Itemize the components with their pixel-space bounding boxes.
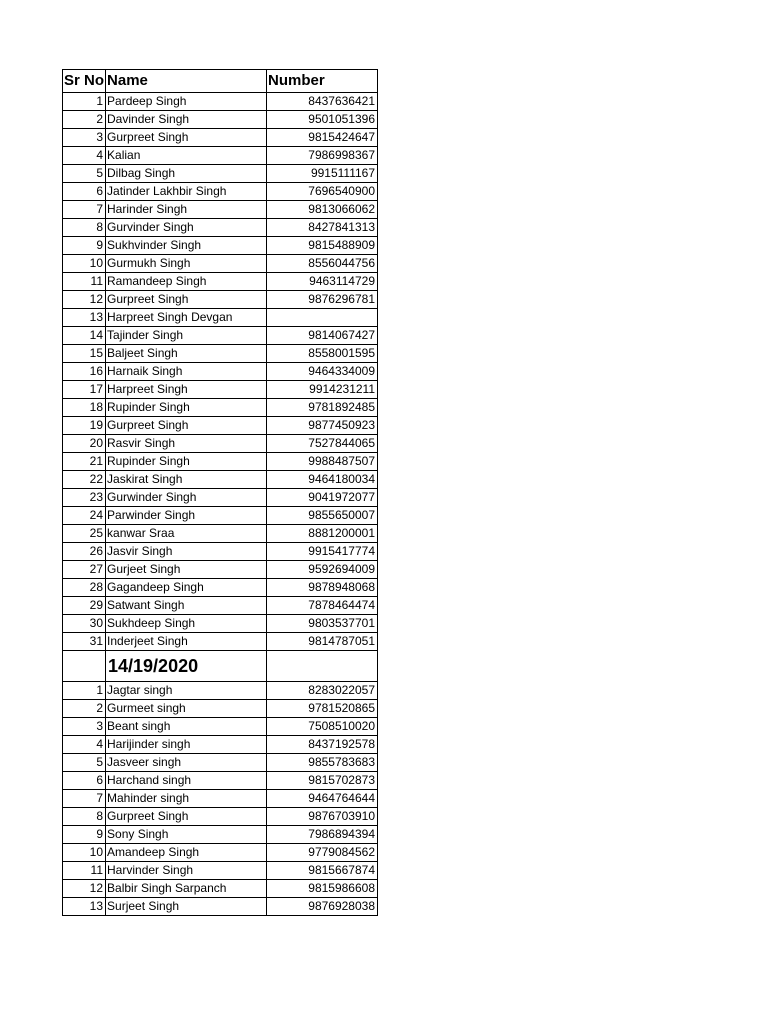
table-row bbox=[63, 453, 378, 471]
sr-no-cell: 24 bbox=[63, 507, 106, 525]
table-row bbox=[63, 111, 378, 129]
table-row bbox=[63, 291, 378, 309]
name-cell: Harnaik Singh bbox=[106, 363, 267, 381]
name-cell: Harvinder Singh bbox=[106, 862, 267, 880]
number-cell: 9041972077 bbox=[267, 489, 378, 507]
name-cell: Gurpreet Singh bbox=[106, 129, 267, 147]
table-row bbox=[63, 844, 378, 862]
number-cell: 9815986608 bbox=[267, 880, 378, 898]
number-cell: 9915417774 bbox=[267, 543, 378, 561]
name-cell: Baljeet Singh bbox=[106, 345, 267, 363]
name-cell: Rupinder Singh bbox=[106, 399, 267, 417]
section-empty-cell bbox=[63, 651, 106, 682]
section-date: 14/19/2020 bbox=[106, 651, 267, 682]
table-row bbox=[63, 633, 378, 651]
table-row bbox=[63, 183, 378, 201]
sr-no-cell: 28 bbox=[63, 579, 106, 597]
number-cell: 9815667874 bbox=[267, 862, 378, 880]
name-cell: Tajinder Singh bbox=[106, 327, 267, 345]
name-cell: Surjeet Singh bbox=[106, 898, 267, 916]
table-row bbox=[63, 808, 378, 826]
name-cell: Kalian bbox=[106, 147, 267, 165]
number-cell: 9464180034 bbox=[267, 471, 378, 489]
name-cell: Harijinder singh bbox=[106, 736, 267, 754]
sr-no-cell: 3 bbox=[63, 718, 106, 736]
sr-no-cell: 21 bbox=[63, 453, 106, 471]
name-cell: Parwinder Singh bbox=[106, 507, 267, 525]
number-cell: 9781892485 bbox=[267, 399, 378, 417]
sr-no-cell: 17 bbox=[63, 381, 106, 399]
sr-no-cell: 19 bbox=[63, 417, 106, 435]
number-cell: 9876703910 bbox=[267, 808, 378, 826]
name-cell: Gurmukh Singh bbox=[106, 255, 267, 273]
table-row bbox=[63, 736, 378, 754]
name-cell: Dilbag Singh bbox=[106, 165, 267, 183]
table-row bbox=[63, 525, 378, 543]
table-row bbox=[63, 237, 378, 255]
number-cell: 9501051396 bbox=[267, 111, 378, 129]
sr-no-cell: 2 bbox=[63, 700, 106, 718]
number-cell: 9814787051 bbox=[267, 633, 378, 651]
table-row bbox=[63, 790, 378, 808]
name-cell: Rasvir Singh bbox=[106, 435, 267, 453]
sr-no-cell: 26 bbox=[63, 543, 106, 561]
name-cell: Mahinder singh bbox=[106, 790, 267, 808]
sr-no-cell: 4 bbox=[63, 736, 106, 754]
table-row bbox=[63, 507, 378, 525]
number-cell bbox=[267, 309, 378, 327]
number-cell: 9781520865 bbox=[267, 700, 378, 718]
sr-no-cell: 25 bbox=[63, 525, 106, 543]
number-cell: 9813066062 bbox=[267, 201, 378, 219]
number-cell: 8558001595 bbox=[267, 345, 378, 363]
name-cell: Beant singh bbox=[106, 718, 267, 736]
section-empty-cell bbox=[267, 651, 378, 682]
name-cell: Pardeep Singh bbox=[106, 93, 267, 111]
sr-no-cell: 8 bbox=[63, 219, 106, 237]
sr-no-cell: 5 bbox=[63, 754, 106, 772]
table-row bbox=[63, 273, 378, 291]
number-cell: 7986894394 bbox=[267, 826, 378, 844]
header-number: Number bbox=[267, 70, 378, 93]
table-row bbox=[63, 93, 378, 111]
number-cell: 8437636421 bbox=[267, 93, 378, 111]
table-row bbox=[63, 772, 378, 790]
sr-no-cell: 22 bbox=[63, 471, 106, 489]
sr-no-cell: 8 bbox=[63, 808, 106, 826]
number-cell: 9915111167 bbox=[267, 165, 378, 183]
name-cell: Gurmeet singh bbox=[106, 700, 267, 718]
sr-no-cell: 13 bbox=[63, 898, 106, 916]
name-cell: Harinder Singh bbox=[106, 201, 267, 219]
table-row bbox=[63, 345, 378, 363]
header-row bbox=[63, 70, 378, 93]
sr-no-cell: 23 bbox=[63, 489, 106, 507]
number-cell: 9815702873 bbox=[267, 772, 378, 790]
table-row bbox=[63, 309, 378, 327]
section-row bbox=[63, 651, 378, 682]
number-cell: 9464764644 bbox=[267, 790, 378, 808]
name-cell: Amandeep Singh bbox=[106, 844, 267, 862]
number-cell: 9464334009 bbox=[267, 363, 378, 381]
sr-no-cell: 12 bbox=[63, 291, 106, 309]
number-cell: 9855650007 bbox=[267, 507, 378, 525]
number-cell: 9914231211 bbox=[267, 381, 378, 399]
table-row bbox=[63, 147, 378, 165]
table-body-part2 bbox=[63, 682, 378, 916]
number-cell: 9803537701 bbox=[267, 615, 378, 633]
table-row bbox=[63, 880, 378, 898]
header-name: Name bbox=[106, 70, 267, 93]
table-row bbox=[63, 489, 378, 507]
sr-no-cell: 6 bbox=[63, 183, 106, 201]
number-cell: 9815424647 bbox=[267, 129, 378, 147]
number-cell: 8283022057 bbox=[267, 682, 378, 700]
sr-no-cell: 5 bbox=[63, 165, 106, 183]
number-cell: 9592694009 bbox=[267, 561, 378, 579]
sr-no-cell: 14 bbox=[63, 327, 106, 345]
sr-no-cell: 1 bbox=[63, 682, 106, 700]
sr-no-cell: 6 bbox=[63, 772, 106, 790]
number-cell: 7878464474 bbox=[267, 597, 378, 615]
header-sr-no: Sr No bbox=[63, 70, 106, 93]
number-cell: 8881200001 bbox=[267, 525, 378, 543]
number-cell: 9815488909 bbox=[267, 237, 378, 255]
name-cell: Harpreet Singh Devgan bbox=[106, 309, 267, 327]
name-cell: Sony Singh bbox=[106, 826, 267, 844]
sr-no-cell: 12 bbox=[63, 880, 106, 898]
table-row bbox=[63, 363, 378, 381]
sr-no-cell: 10 bbox=[63, 844, 106, 862]
number-cell: 7527844065 bbox=[267, 435, 378, 453]
name-cell: Jasvir Singh bbox=[106, 543, 267, 561]
sr-no-cell: 9 bbox=[63, 237, 106, 255]
contact-table bbox=[62, 69, 378, 916]
name-cell: Gurjeet Singh bbox=[106, 561, 267, 579]
sr-no-cell: 30 bbox=[63, 615, 106, 633]
table-row bbox=[63, 543, 378, 561]
table-row bbox=[63, 682, 378, 700]
number-cell: 9876296781 bbox=[267, 291, 378, 309]
table-row bbox=[63, 615, 378, 633]
number-cell: 8427841313 bbox=[267, 219, 378, 237]
table-row bbox=[63, 862, 378, 880]
name-cell: Davinder Singh bbox=[106, 111, 267, 129]
number-cell: 9878948068 bbox=[267, 579, 378, 597]
number-cell: 7986998367 bbox=[267, 147, 378, 165]
number-cell: 7696540900 bbox=[267, 183, 378, 201]
name-cell: Gagandeep Singh bbox=[106, 579, 267, 597]
table-row bbox=[63, 597, 378, 615]
number-cell: 9988487507 bbox=[267, 453, 378, 471]
sr-no-cell: 11 bbox=[63, 273, 106, 291]
sr-no-cell: 16 bbox=[63, 363, 106, 381]
sr-no-cell: 15 bbox=[63, 345, 106, 363]
sr-no-cell: 10 bbox=[63, 255, 106, 273]
table-row bbox=[63, 471, 378, 489]
name-cell: kanwar Sraa bbox=[106, 525, 267, 543]
table-row bbox=[63, 754, 378, 772]
number-cell: 9463114729 bbox=[267, 273, 378, 291]
number-cell: 9855783683 bbox=[267, 754, 378, 772]
table-row bbox=[63, 579, 378, 597]
name-cell: Inderjeet Singh bbox=[106, 633, 267, 651]
sr-no-cell: 7 bbox=[63, 790, 106, 808]
name-cell: Ramandeep Singh bbox=[106, 273, 267, 291]
number-cell: 9779084562 bbox=[267, 844, 378, 862]
sr-no-cell: 20 bbox=[63, 435, 106, 453]
sr-no-cell: 13 bbox=[63, 309, 106, 327]
number-cell: 8556044756 bbox=[267, 255, 378, 273]
name-cell: Jasveer singh bbox=[106, 754, 267, 772]
sr-no-cell: 29 bbox=[63, 597, 106, 615]
number-cell: 7508510020 bbox=[267, 718, 378, 736]
table-row bbox=[63, 129, 378, 147]
name-cell: Gurpreet Singh bbox=[106, 808, 267, 826]
table-row bbox=[63, 201, 378, 219]
sr-no-cell: 27 bbox=[63, 561, 106, 579]
table-row bbox=[63, 381, 378, 399]
sr-no-cell: 9 bbox=[63, 826, 106, 844]
name-cell: Balbir Singh Sarpanch bbox=[106, 880, 267, 898]
sr-no-cell: 1 bbox=[63, 93, 106, 111]
table-row bbox=[63, 700, 378, 718]
name-cell: Rupinder Singh bbox=[106, 453, 267, 471]
sr-no-cell: 18 bbox=[63, 399, 106, 417]
number-cell: 9876928038 bbox=[267, 898, 378, 916]
name-cell: Jaskirat Singh bbox=[106, 471, 267, 489]
name-cell: Sukhvinder Singh bbox=[106, 237, 267, 255]
sr-no-cell: 11 bbox=[63, 862, 106, 880]
sr-no-cell: 4 bbox=[63, 147, 106, 165]
name-cell: Jatinder Lakhbir Singh bbox=[106, 183, 267, 201]
sr-no-cell: 7 bbox=[63, 201, 106, 219]
table-row bbox=[63, 561, 378, 579]
number-cell: 9814067427 bbox=[267, 327, 378, 345]
name-cell: Satwant Singh bbox=[106, 597, 267, 615]
table-row bbox=[63, 826, 378, 844]
sr-no-cell: 2 bbox=[63, 111, 106, 129]
name-cell: Harpreet Singh bbox=[106, 381, 267, 399]
name-cell: Harchand singh bbox=[106, 772, 267, 790]
name-cell: Jagtar singh bbox=[106, 682, 267, 700]
name-cell: Gurvinder Singh bbox=[106, 219, 267, 237]
name-cell: Gurpreet Singh bbox=[106, 417, 267, 435]
section-divider bbox=[63, 651, 378, 682]
table-row bbox=[63, 255, 378, 273]
table-row bbox=[63, 219, 378, 237]
table-row bbox=[63, 417, 378, 435]
name-cell: Sukhdeep Singh bbox=[106, 615, 267, 633]
table-row bbox=[63, 898, 378, 916]
table-body-part1 bbox=[63, 93, 378, 651]
name-cell: Gurwinder Singh bbox=[106, 489, 267, 507]
number-cell: 9877450923 bbox=[267, 417, 378, 435]
table-row bbox=[63, 399, 378, 417]
table-row bbox=[63, 435, 378, 453]
sr-no-cell: 3 bbox=[63, 129, 106, 147]
sr-no-cell: 31 bbox=[63, 633, 106, 651]
table-row bbox=[63, 165, 378, 183]
number-cell: 8437192578 bbox=[267, 736, 378, 754]
table-row bbox=[63, 718, 378, 736]
table-row bbox=[63, 327, 378, 345]
name-cell: Gurpreet Singh bbox=[106, 291, 267, 309]
